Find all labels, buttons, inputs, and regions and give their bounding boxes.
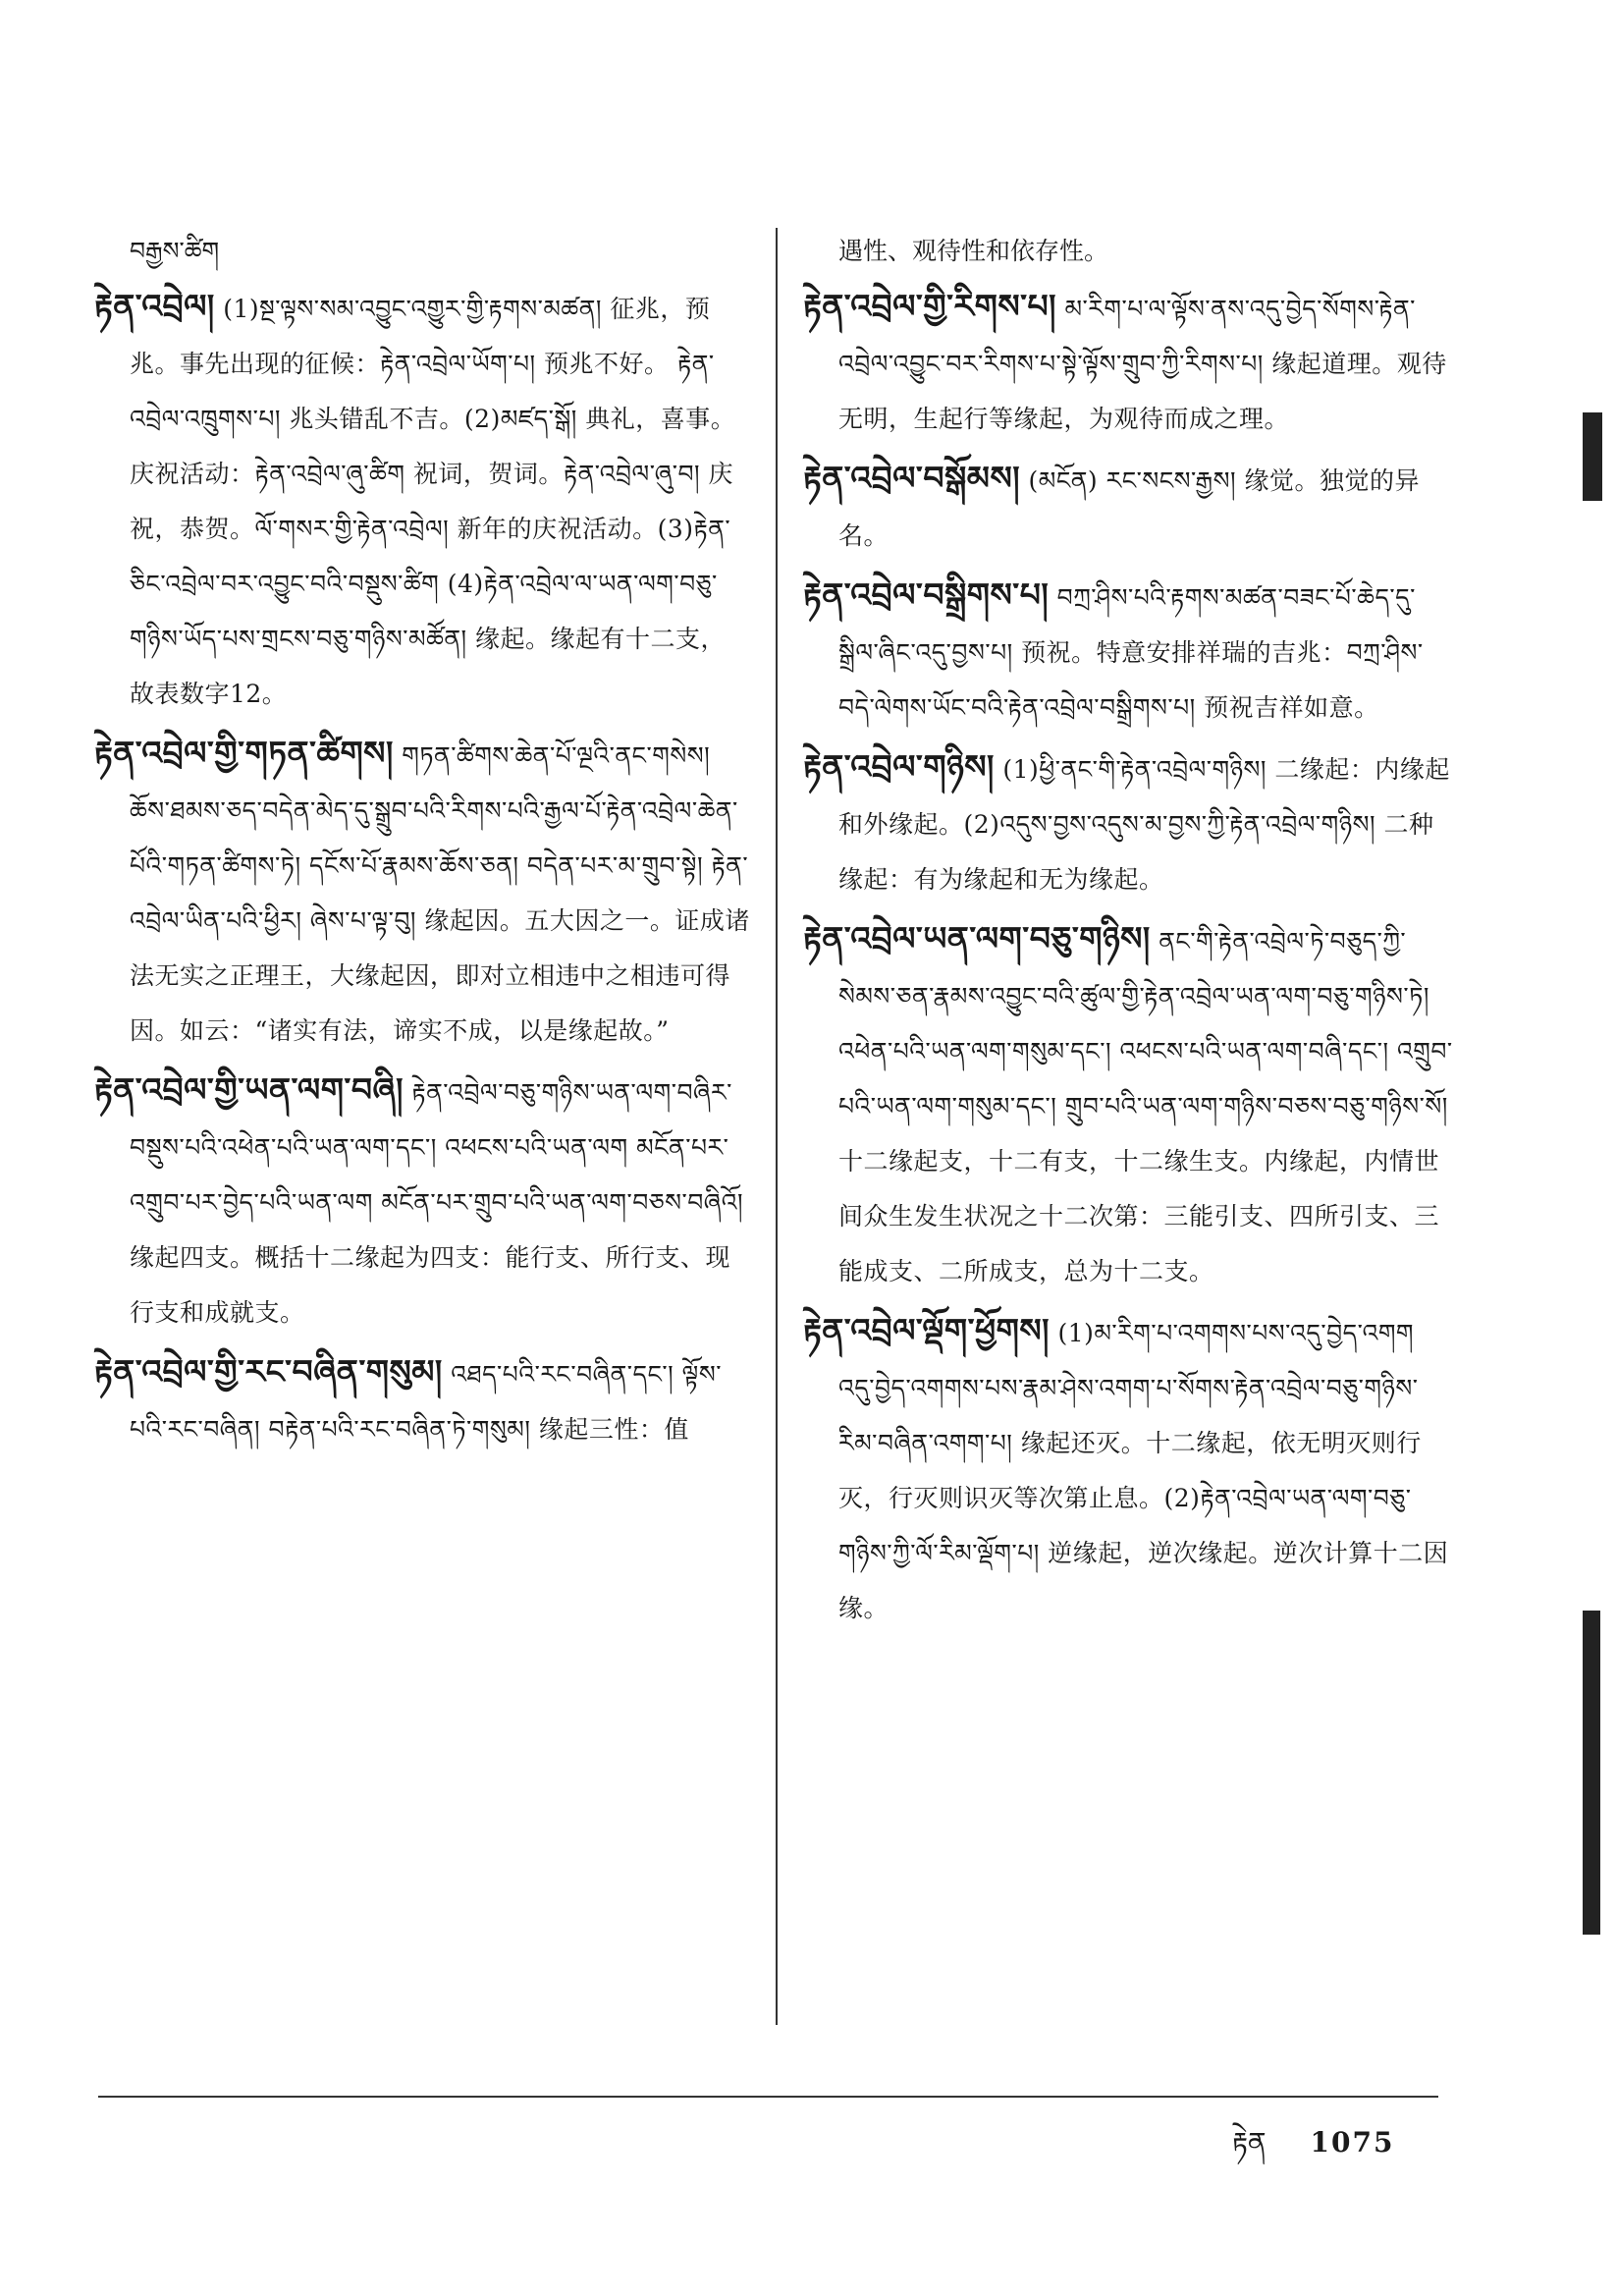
dictionary-entry [803, 568, 1453, 736]
entry-headword: རྟེན་འབྲེལ་བསྒྲིགས་པ། [803, 575, 1050, 614]
entry-definition: (1)མ་རིག་པ་འགགས་པས་འདུ་བྱེད་འགག འདུ་བྱེད་འགགས་པས་རྣམ་ཤེས་འགག་པ་སོགས་རྟེན་འབྲེལ་བཅུ་གཉིས་རིམ་བཞིན་འགག་པ། 缘起还灭。十二缘起，依无明灭则行灭，行灭则识灭等次第止息。(2)རྟེན་འབྲེལ་ཡན་ལག་བཅུ་གཉིས་ཀྱི་ལོ་རིམ་ལྡོག་པ། 逆缘起，逆次缘起。逆次计算十二因缘。 [838, 1319, 1449, 1622]
binding-edge-mark [1583, 412, 1602, 501]
dictionary-entry [803, 911, 1453, 1299]
right-continuation: 遇性、观待性和依存性。 [838, 237, 1109, 265]
dictionary-entry [94, 726, 750, 1059]
dictionary-entry [803, 279, 1453, 447]
entry-headword: རྟེན་འབྲེལ་གྱི་རིགས་པ། [803, 287, 1057, 325]
entry-definition: (1)སྔ་ལྟས་སམ་འབྱུང་འགྱུར་གྱི་རྟགས་མཚན། 征兆，预兆。事先出现的征候：རྟེན་འབྲེལ་ཡོག་པ། 预兆不好。 རྟེན་འབྲེལ་འཁྲུགས་པ། 兆头错乱不吉。(2)མཛད་སྒོ། 典礼，喜事。庆祝活动：རྟེན་འབྲེལ་ཞུ་ཚིག 祝词，贺词。རྟེན་འབྲེལ་ཞུ་བ། 庆祝，恭贺。ལོ་གསར་གྱི་རྟེན་འབྲེལ། 新年的庆祝活动。(3)རྟེན་ཅིང་འབྲེལ་བར་འབྱུང་བའི་བསྡུས་ཚིག (4)རྟེན་འབྲེལ་ལ་ཡན་ལག་བཅུ་གཉིས་ཡོད་པས་གྲངས་བཅུ་གཉིས་མཚོན། 缘起。缘起有十二支，故表数字12。 [130, 295, 736, 708]
entry-headword: རྟེན་འབྲེལ་གྱི་རང་བཞིན་གསུམ། [94, 1352, 443, 1391]
page-number: 1075 [1310, 2126, 1395, 2159]
left-lead-in: བརྒྱས་ཚིག [130, 237, 220, 265]
entry-definition: རྟེན་འབྲེལ་བཅུ་གཉིས་ཡན་ལག་བཞིར་བསྡུས་པའི་འཕེན་པའི་ཡན་ལག་དང་། འཕངས་པའི་ཡན་ལག མངོན་པར་འགྲུབ་པར་བྱེད་པའི་ཡན་ལག མངོན་པར་གྲུབ་པའི་ཡན་ལག་བཅས་བཞིའོ། 缘起四支。概括十二缘起为四支：能行支、所行支、现行支和成就支。 [130, 1078, 744, 1327]
entry-headword: རྟེན་འབྲེལ་གྱི་ཡན་ལག་བཞི། [94, 1070, 404, 1109]
entry-definition: གཏན་ཚིགས་ཆེན་པོ་ལྔའི་ནང་གསེས། ཆོས་ཐམས་ཅད་བདེན་མེད་དུ་སྒྲུབ་པའི་རིགས་པའི་རྒྱལ་པོ་རྟེན་འབྲེལ་ཆེན་པོའི་གཏན་ཚིགས་ཏེ། དངོས་པོ་རྣམས་ཆོས་ཅན། བདེན་པར་མ་གྲུབ་སྟེ། རྟེན་འབྲེལ་ཡིན་པའི་ཕྱིར། ཞེས་པ་ལྟ་བུ། 缘起因。五大因之一。证成诸法无实之正理王，大缘起因，即对立相违中之相违可得因。如云：“诸实有法，谛实不成，以是缘起故。” [130, 741, 750, 1045]
entry-headword: རྟེན་འབྲེལ་བསྒོམས། [803, 459, 1021, 497]
dictionary-entry [94, 1063, 750, 1340]
entry-definition: (1)ཕྱི་ནང་གི་རྟེན་འབྲེལ་གཉིས། 二缘起：内缘起和外缘起。(2)འདུས་བྱས་འདུས་མ་བྱས་ཀྱི་རྟེན་འབྲེལ་གཉིས། 二种缘起：有为缘起和无为缘起。 [838, 755, 1450, 894]
page-footer [1232, 2111, 1394, 2189]
dictionary-entry [94, 1344, 750, 1457]
entry-definition: ནང་གི་རྟེན་འབྲེལ་ཏེ་བཅུད་ཀྱི་སེམས་ཅན་རྣམས་འབྱུང་བའི་ཚུལ་གྱི་རྟེན་འབྲེལ་ཡན་ལག་བཅུ་གཉིས་ཏེ། འཕེན་པའི་ཡན་ལག་གསུམ་དང་། འཕངས་པའི་ཡན་ལག་བཞི་དང་། འགྲུབ་པའི་ཡན་ལག་གསུམ་དང་། གྲུབ་པའི་ཡན་ལག་གཉིས་བཅས་བཅུ་གཉིས་སོ། 十二缘起支，十二有支，十二缘生支。内缘起，内情世间众生发生状况之十二次第：三能引支、四所引支、三能成支、二所成支，总为十二支。 [838, 927, 1453, 1285]
entry-headword: རྟེན་འབྲེལ་ཡན་ལག་བཅུ་གཉིས། [803, 919, 1151, 957]
dictionary-entry [94, 279, 750, 722]
entry-headword: རྟེན་འབྲེལ། [94, 287, 215, 325]
column-divider [776, 228, 778, 2025]
dictionary-entry [803, 739, 1453, 907]
dictionary-entry [803, 451, 1453, 564]
entry-definition: (མངོན) རང་སངས་རྒྱས། 缘觉。独觉的异名。 [838, 466, 1421, 550]
entry-headword: རྟེན་འབྲེལ་ལྡོག་ཕྱོགས། [803, 1311, 1051, 1349]
footer-rule [98, 2096, 1438, 2098]
entry-definition: བཀྲ་ཤིས་པའི་རྟགས་མཚན་བཟང་པོ་ཆེད་དུ་སྒྲིལ་ཞིང་འདུ་བྱས་པ། 预祝。特意安排祥瑞的吉兆：བཀྲ་ཤིས་བདེ་ལེགས་ཡོང་བའི་རྟེན་འབྲེལ་བསྒྲིགས་པ། 预祝吉祥如意。 [838, 583, 1424, 722]
binding-edge-mark [1583, 1611, 1600, 1935]
entry-definition: མ་རིག་པ་ལ་ལྟོས་ནས་འདུ་བྱེད་སོགས་རྟེན་འབྲེལ་འབྱུང་བར་རིགས་པ་སྟེ་ལྟོས་གྲུབ་ཀྱི་རིགས་པ། 缘起道理。观待无明，生起行等缘起，为观待而成之理。 [838, 295, 1447, 433]
right-column [803, 224, 1453, 1640]
entry-headword: རྟེན་འབྲེལ་གྱི་གཏན་ཚིགས། [94, 734, 394, 772]
dictionary-entry [803, 1303, 1453, 1636]
running-head: རྟེན [1232, 2126, 1267, 2159]
left-column [94, 224, 750, 1461]
entry-headword: རྟེན་འབྲེལ་གཉིས། [803, 747, 995, 786]
entry-definition: འཐད་པའི་རང་བཞིན་དང་། ལྟོས་པའི་རང་བཞིན། བརྟེན་པའི་རང་བཞིན་ཏེ་གསུམ། 缘起三性：值 [130, 1360, 722, 1444]
